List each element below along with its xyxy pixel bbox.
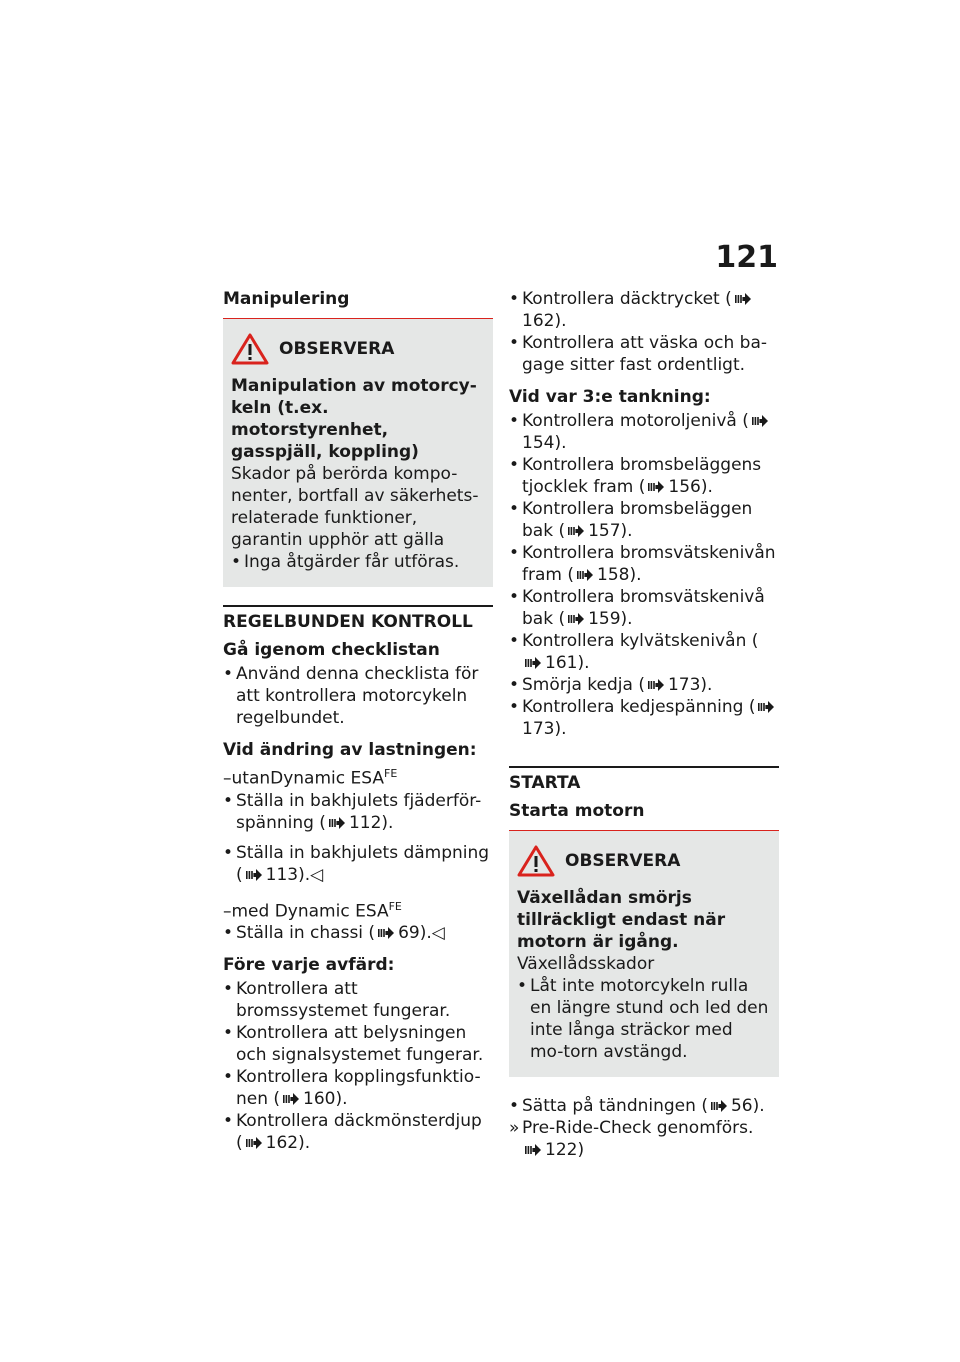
list-item: • Kontrollera bromsbeläggen bak ( 157). [509, 498, 779, 542]
damping-item: • Ställa in bakhjulets dämpning ( 113).◁ [223, 842, 493, 886]
reference-arrow-icon[interactable] [752, 415, 768, 427]
checklist-heading: Gå igenom checklistan [223, 640, 440, 660]
reference-arrow-icon[interactable] [758, 701, 774, 713]
list-item: • Kontrollera kylvätskenivån (161). [509, 630, 779, 674]
warning-triangle-icon [517, 845, 555, 877]
list-item: • Kontrollera att väska och ba-gage sitter fast ordentligt. [509, 332, 779, 376]
notice-bullet: • Inga åtgärder får utföras. [231, 551, 485, 573]
reference-arrow-icon[interactable] [378, 927, 394, 939]
reference-arrow-icon[interactable] [525, 657, 541, 669]
reference-arrow-icon[interactable] [711, 1100, 727, 1112]
result-item: » Pre-Ride-Check genomförs. 122) [509, 1117, 779, 1161]
section-title: STARTA [509, 766, 779, 794]
checklist-item: • Använd denna checklista för att kontrollera motorcykeln regelbundet. [223, 663, 493, 729]
notice-text: Skador på berörda kompo-nenter, bortfall av säkerhets-relaterade funktioner, garantin upphör att gälla [231, 464, 479, 550]
list-item: • Smörja kedja ( 173). [509, 674, 779, 696]
reference-arrow-icon[interactable] [648, 481, 664, 493]
list-item: • Kontrollera att belysningen och signalsystemet fungerar. [223, 1022, 493, 1066]
left-column [223, 288, 493, 1154]
reference-arrow-icon[interactable] [648, 679, 664, 691]
notice-bold-text: Växellådan smörjs tillräckligt endast när motorn är igång. [517, 888, 726, 952]
list-item: • Kontrollera kedjespänning (173). [509, 696, 779, 740]
reference-arrow-icon[interactable] [568, 613, 584, 625]
without-esa-label: –utanDynamic $ESA^{FE}$ [223, 767, 398, 789]
reference-arrow-icon[interactable] [329, 817, 345, 829]
notice-text: Växellådsskador [517, 954, 655, 974]
notice-bullet: • Låt inte motorcykeln rulla en längre stund och led den inte långa sträckor med mo-torn avstängd. [517, 975, 771, 1063]
start-heading: Starta motorn [509, 801, 645, 821]
reference-arrow-icon[interactable] [577, 569, 593, 581]
list-item: • Kontrollera däckmönsterdjup ( 162). [223, 1110, 493, 1154]
start-list [509, 1095, 779, 1161]
list-item: • Kontrollera däcktrycket (162). [509, 288, 779, 332]
reference-arrow-icon[interactable] [283, 1093, 299, 1105]
list-item: • Sätta på tändningen ( 56). [509, 1095, 779, 1117]
before-heading: Före varje avfärd: [223, 955, 395, 976]
page-number: 121 [715, 240, 778, 275]
with-esa-label: –med Dynamic $ESA^{FE}$ [223, 899, 402, 922]
tank-heading: Vid var 3:e tankning: [509, 387, 711, 407]
list-item: • Kontrollera bromsvätskenivån fram ( 158). [509, 542, 779, 586]
before-list [223, 978, 493, 1154]
notice-title: OBSERVERA [565, 851, 681, 871]
top-list [509, 288, 779, 376]
reference-arrow-icon[interactable] [525, 1144, 541, 1156]
list-item: • Kontrollera bromsbeläggens tjocklek fram ( 156). [509, 454, 779, 498]
section-title: REGELBUNDEN KONTROLL [223, 605, 493, 633]
notice-title: OBSERVERA [279, 339, 395, 359]
reference-arrow-icon[interactable] [246, 1137, 262, 1149]
load-heading: Vid ändring av lastningen: [223, 740, 477, 760]
list-item: • Kontrollera motoroljenivå (154). [509, 410, 779, 454]
manipulering-heading: Manipulering [223, 289, 350, 309]
tank-list [509, 410, 779, 740]
right-column [509, 288, 779, 1161]
notice-box [223, 318, 493, 587]
list-item: • Kontrollera kopplingsfunktio-nen ( 160). [223, 1066, 493, 1110]
list-item: • Kontrollera att bromssystemet fungerar. [223, 978, 493, 1022]
warning-triangle-icon [231, 333, 269, 365]
reference-arrow-icon[interactable] [568, 525, 584, 537]
list-item: • Kontrollera bromsvätskenivå bak ( 159). [509, 586, 779, 630]
chassis-item: • Ställa in chassi ( 69).◁ [223, 922, 493, 944]
notice-bold-text: Manipulation av motorcy-keln (t.ex. motorstyrenhet, gasspjäll, koppling) [231, 376, 477, 462]
reference-arrow-icon[interactable] [246, 869, 262, 881]
notice-box [509, 830, 779, 1077]
spring-item: • Ställa in bakhjulets fjäderför-spänning ( 112). [223, 790, 493, 834]
reference-arrow-icon[interactable] [735, 293, 751, 305]
